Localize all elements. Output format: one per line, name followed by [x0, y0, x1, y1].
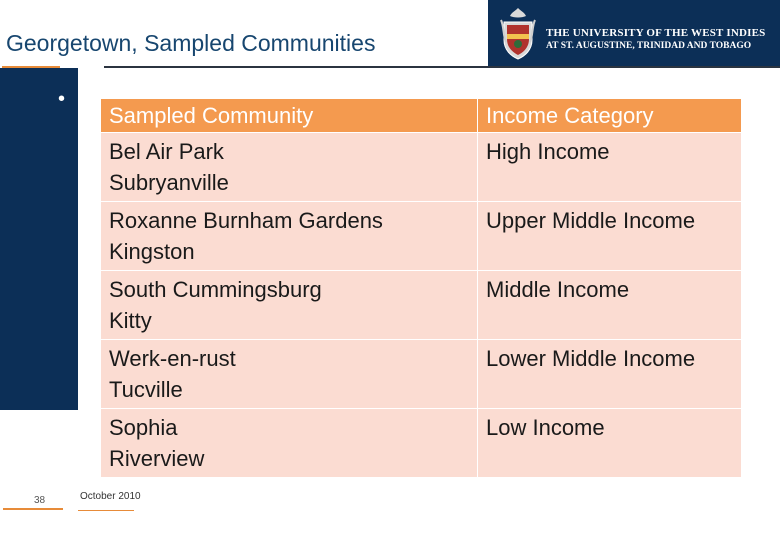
- slide-title: Georgetown, Sampled Communities: [6, 30, 376, 56]
- table-header-row: [101, 99, 742, 133]
- date-underline: [78, 510, 134, 511]
- community-name: South Cummingsburg: [109, 277, 322, 302]
- community-cell: [101, 340, 478, 409]
- title-rule: [104, 66, 780, 68]
- income-category-cell: Low Income: [478, 409, 742, 478]
- community-name: Subryanville: [109, 170, 229, 195]
- university-crest-icon: [498, 6, 538, 62]
- income-category-cell: Lower Middle Income: [478, 340, 742, 409]
- table-row: [101, 271, 742, 340]
- table-row: [101, 202, 742, 271]
- income-category-cell: Upper Middle Income: [478, 202, 742, 271]
- community-name: Tucville: [109, 377, 183, 402]
- community-cell: [101, 202, 478, 271]
- table-row: [101, 409, 742, 478]
- community-name: Roxanne Burnham Gardens: [109, 208, 383, 233]
- income-category-cell: High Income: [478, 133, 742, 202]
- slide-date: October 2010: [80, 491, 141, 502]
- header-sampled-community: Sampled Community: [101, 99, 478, 133]
- table-row: [101, 340, 742, 409]
- community-name: Sophia: [109, 415, 178, 440]
- community-name: Riverview: [109, 446, 205, 471]
- community-cell: [101, 133, 478, 202]
- banner-subtitle: AT ST. AUGUSTINE, TRINIDAD AND TOBAGO: [546, 41, 752, 51]
- community-cell: [101, 271, 478, 340]
- community-name: Werk-en-rust: [109, 346, 236, 371]
- communities-table: [100, 98, 742, 478]
- bullet-marker: •: [58, 88, 66, 110]
- community-name: Kitty: [109, 308, 152, 333]
- left-sidebar-bar: [0, 68, 78, 410]
- banner-title: THE UNIVERSITY OF THE WEST INDIES: [546, 27, 766, 39]
- left-bottom-panel: [0, 472, 78, 540]
- community-name: Kingston: [109, 239, 195, 264]
- page-number: 38: [34, 495, 46, 506]
- community-cell: [101, 409, 478, 478]
- table-row: [101, 133, 742, 202]
- left-bottom-accent-line: [3, 508, 63, 510]
- income-category-cell: Middle Income: [478, 271, 742, 340]
- header-income-category: Income Category: [478, 99, 742, 133]
- title-rule-accent: [2, 66, 60, 68]
- community-name: Bel Air Park: [109, 139, 224, 164]
